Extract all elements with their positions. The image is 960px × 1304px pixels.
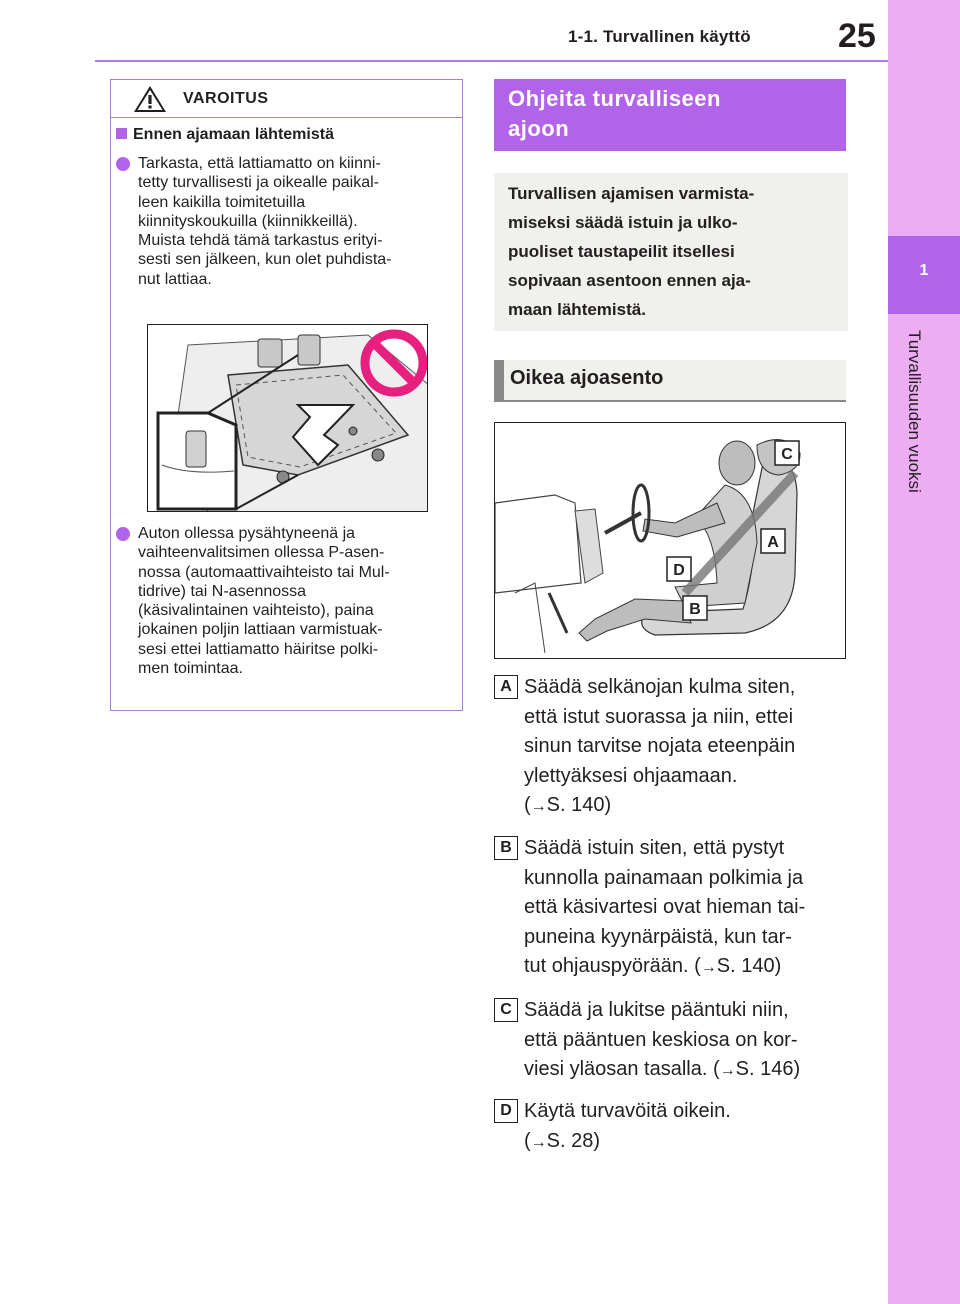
text-line: maan lähtemistä. — [508, 300, 646, 319]
header-rule — [95, 60, 888, 62]
bullet-dot-icon — [116, 157, 130, 171]
text-line: Säädä istuin siten, että pystyt — [524, 837, 785, 859]
ref-text: S. 146) — [735, 1058, 801, 1080]
arrow-icon: → — [530, 798, 547, 815]
text-line: puneina kyynärpäistä, kun tar- — [524, 925, 792, 948]
ref-text: S. 140) — [546, 794, 612, 816]
ref-prefix: ( — [524, 1129, 531, 1152]
driver-drawing — [495, 423, 846, 659]
text-line: että käsivartesi ovat hieman tai- — [524, 896, 806, 918]
label-c — [775, 441, 799, 465]
list-item-text — [524, 996, 844, 1086]
text-line: että pääntuen keskiosa on kor- — [524, 1028, 798, 1051]
item-letter-badge: D — [494, 1099, 518, 1123]
side-thumb-bar — [888, 0, 960, 1304]
page-reference[interactable] — [524, 952, 844, 983]
text-line: men toimintaa. — [138, 660, 243, 678]
chapter-label: Turvallisuuden vuoksi — [905, 330, 924, 493]
text-line: Turvallisen ajamisen varmista- — [508, 184, 755, 203]
warning-bullet-1-text — [138, 154, 458, 289]
text-line: tidrive) tai N-asennossa — [138, 582, 307, 600]
item-letter-badge: A — [494, 675, 518, 699]
bullet-dot-icon — [116, 527, 130, 541]
text-line: leen kaikilla toimitetuilla — [138, 193, 306, 211]
text-line: sesti sen jälkeen, kun olet puhdista- — [138, 251, 392, 269]
section-heading-text: Oikea ajoasento — [510, 367, 664, 389]
list-item-text — [524, 834, 844, 983]
heading-line: Ohjeita turvalliseen — [508, 86, 721, 111]
text-line: Auton ollessa pysähtyneenä ja — [138, 525, 356, 542]
item-letter-badge: B — [494, 836, 518, 860]
section-heading-safe-driving — [494, 79, 846, 151]
label-a — [761, 529, 785, 553]
ref-prefix: ( — [524, 794, 531, 816]
text-line: (käsivalintainen vaihteisto), paina — [138, 602, 374, 620]
svg-text:B: B — [689, 601, 701, 618]
section-heading-driving-position — [494, 360, 846, 402]
label-d — [667, 557, 691, 581]
list-item-text — [524, 673, 844, 822]
text-line: sesi ettei lattiamatto häiritse polki- — [138, 640, 379, 658]
text-line: nossa (automaattivaihteisto tai Mul- — [138, 563, 390, 581]
square-bullet-icon — [116, 128, 127, 139]
floor-mat-illustration — [147, 324, 428, 512]
page-reference[interactable] — [524, 1055, 844, 1086]
text-line: ylettyäksesi ohjaamaan. — [524, 764, 738, 787]
warning-bullet-2-text — [138, 524, 458, 678]
list-item-text — [524, 1097, 844, 1157]
warning-bullet-1 — [116, 154, 461, 314]
ref-prefix: tut ohjauspyörään. ( — [524, 955, 701, 977]
warning-subheading-text: Ennen ajamaan lähtemistä — [133, 126, 334, 143]
page-reference[interactable] — [524, 791, 844, 822]
text-line: Säädä selkänojan kulma siten, — [524, 676, 796, 698]
page-reference[interactable] — [524, 1127, 844, 1158]
text-line: tetty turvallisesti ja oikealle paikal- — [138, 174, 379, 192]
chapter-number: 1 — [919, 262, 929, 279]
text-line: sopivaan asentoon ennen aja- — [508, 271, 751, 290]
warning-triangle-icon — [133, 85, 167, 113]
arrow-icon: → — [719, 1062, 736, 1079]
text-line: nut lattiaa. — [138, 270, 212, 288]
ref-prefix: viesi yläosan tasalla. ( — [524, 1058, 720, 1080]
page-number: 25 — [838, 17, 876, 55]
intro-text — [508, 179, 838, 324]
text-line: sinun tarvitse nojata eteenpäin — [524, 735, 796, 757]
text-line: Tarkasta, että lattiamatto on kiinni- — [138, 155, 381, 172]
text-line: Käytä turvavöitä oikein. — [524, 1100, 731, 1122]
text-line: kunnolla painamaan polkimia ja — [524, 866, 804, 889]
floor-mat-drawing — [148, 325, 428, 512]
running-header-title: 1-1. Turvallinen käyttö — [568, 27, 751, 46]
item-letter-badge: C — [494, 998, 518, 1022]
label-b — [683, 596, 707, 620]
warning-title: VAROITUS — [183, 90, 269, 107]
warning-bullet-2 — [116, 524, 461, 704]
text-line: kiinnityskoukuilla (kiinnikkeillä). — [138, 212, 358, 230]
arrow-icon: → — [700, 959, 717, 976]
ref-text: S. 140) — [716, 955, 782, 977]
arrow-icon: → — [530, 1133, 547, 1151]
text-line: miseksi säädä istuin ja ulko- — [508, 213, 738, 232]
warning-subheading — [116, 126, 334, 144]
text-line: vaihteenvalitsimen ollessa P-asen- — [138, 544, 385, 562]
text-line: puoliset taustapeilit itsellesi — [508, 242, 735, 261]
heading-line: ajoon — [508, 116, 570, 141]
ref-text: S. 28) — [546, 1129, 601, 1152]
svg-text:A: A — [767, 534, 779, 551]
svg-text:D: D — [673, 562, 685, 579]
text-line: jokainen poljin lattiaan varmistuak- — [138, 621, 383, 639]
warning-header — [111, 80, 462, 118]
svg-text:C: C — [781, 446, 793, 463]
intro-box — [494, 173, 848, 331]
driving-position-illustration — [494, 422, 846, 659]
text-line: Säädä ja lukitse pääntuki niin, — [524, 999, 789, 1021]
warning-box — [110, 79, 463, 711]
text-line: Muista tehdä tämä tarkastus erityi- — [138, 232, 383, 250]
text-line: että istut suorassa ja niin, ettei — [524, 705, 794, 728]
